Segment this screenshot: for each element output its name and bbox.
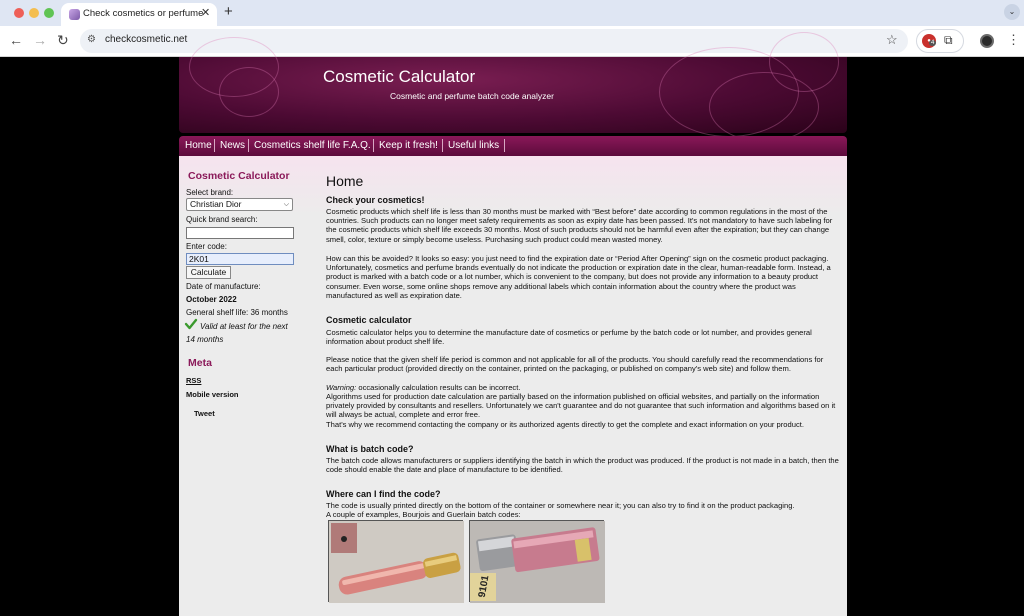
mobile-version-link[interactable]: Mobile version: [186, 390, 239, 399]
site-subtitle: Cosmetic and perfume batch code analyzer: [390, 91, 554, 101]
new-tab-icon[interactable]: +: [224, 3, 233, 20]
tab-search-icon[interactable]: ⌄: [1004, 4, 1020, 20]
extensions-group: [916, 29, 964, 53]
header-swirl-decoration: [219, 67, 279, 117]
maximize-window-button[interactable]: [44, 8, 54, 18]
bourjois-batch-code-photo[interactable]: [328, 520, 463, 602]
section-heading: Cosmetic calculator: [326, 315, 412, 325]
rss-link[interactable]: RSS: [186, 376, 202, 385]
paragraph: A couple of examples, Bourjois and Guerlain batch codes:: [326, 510, 521, 519]
page-title: Home: [326, 173, 364, 189]
nav-divider: [214, 139, 215, 152]
meta-title: Meta: [188, 357, 212, 369]
manufacture-date-value: October 2022: [186, 295, 237, 304]
site-header: [179, 57, 847, 133]
browser-toolbar: [0, 26, 1024, 57]
minimize-window-button[interactable]: [29, 8, 39, 18]
tweet-button[interactable]: Tweet: [194, 409, 215, 418]
web-page: [0, 57, 1024, 606]
site-favicon-icon: [69, 9, 80, 20]
section-heading: Where can I find the code?: [326, 489, 441, 499]
brand-select[interactable]: [186, 198, 293, 211]
nav-divider: [373, 139, 374, 152]
warning-text: occasionally calculation results can be incorrect.: [356, 383, 521, 392]
nav-divider: [442, 139, 443, 152]
bookmark-star-icon[interactable]: ☆: [886, 32, 898, 47]
browser-tab-bar: [0, 0, 1024, 26]
select-brand-label: Select brand:: [186, 188, 234, 197]
tab-close-icon[interactable]: ✕: [201, 7, 211, 19]
photo-batch-code: 9101: [476, 574, 492, 599]
brand-search-input[interactable]: [186, 227, 294, 239]
paragraph: Cosmetic products which shelf life is less than 30 months must be marked with “Best before” date according to common regulations in the most of the countries. Such products can no longer meet safety requirements as soon as expiry date has been passed. It's not mandatory to have such labeling for the cosmetic products which shelf life exceeds 30 months. Most of such products should not be harmful even after the expiration; but they can change smell, color, texture or simply become useless. Purchasing such product could mean wasted money.: [326, 207, 833, 244]
lipgloss-tube-image: [329, 521, 464, 603]
quick-search-label: Quick brand search:: [186, 215, 258, 224]
page-content: [179, 156, 847, 616]
sidebar-title: Cosmetic Calculator: [188, 170, 290, 182]
shelf-life-text: General shelf life: 36 months: [186, 308, 288, 317]
nav-divider: [248, 139, 249, 152]
forward-icon[interactable]: →: [33, 32, 47, 48]
enter-code-label: Enter code:: [186, 242, 227, 251]
reload-icon[interactable]: ↻: [57, 32, 69, 48]
nav-news[interactable]: News: [220, 140, 246, 151]
paragraph: How can this be avoided? It looks so easy: you just need to find the expiration date or “Period After Opening” sign on the cosmetic product packaging. Unfortunately, cosmetics and perfume brands eventually do not indicate the production or expiration date in the clear, human-readable form. Instead, a product is marked with a batch code or a lot number, which is convenient to the company, but does not provide any information to a beauty product consumer. Even worse, some online shops remove any additional labels which contain information about the country where the product was manufactured as well as expiration date.: [326, 254, 831, 300]
paragraph: Algorithms used for production date calculation are partially based on the information published on official websites, and partially on the information privately provided by consultants and resellers. Unfortunately we can't guarantee and do not guarantee that such information and algorithms based on it will always be actual, complete and error free.: [326, 392, 836, 420]
section-heading: What is batch code?: [326, 444, 414, 454]
paragraph: The batch code allows manufacturers or suppliers identifying the batch in which the product was produced. If the product is not made in a batch, then the code should enable the date and place of manufacture to be identified.: [326, 456, 839, 475]
paragraph: That's why we recommend contacting the company or its authorized agents directly to get the complete and exact information on your product.: [326, 420, 804, 429]
nav-useful-links[interactable]: Useful links: [448, 140, 500, 151]
calculate-button[interactable]: Calculate: [186, 266, 231, 279]
batch-code-input[interactable]: 2K01: [186, 253, 294, 265]
paragraph: Cosmetic calculator helps you to determine the manufacture date of cosmetics or perfume by the batch code or lot number, and provides general information about product shelf life.: [326, 328, 812, 347]
lipstick-tube-image: [470, 521, 605, 603]
nav-faq[interactable]: Cosmetics shelf life F.A.Q.: [254, 140, 371, 151]
validity-text: Valid at least for the next 14 months: [186, 322, 288, 344]
paragraph: The code is usually printed directly on the bottom of the container or somewhere near it; you can also try to find it on the product packaging.: [326, 501, 795, 510]
date-of-manufacture-label: Date of manufacture:: [186, 282, 261, 291]
puzzle-icon[interactable]: ⧉: [944, 33, 953, 47]
site-title[interactable]: Cosmetic Calculator: [323, 67, 476, 86]
browser-tab[interactable]: [61, 3, 217, 26]
menu-kebab-icon[interactable]: ⋮: [1007, 32, 1020, 47]
section-heading: Check your cosmetics!: [326, 195, 425, 205]
url-text: checkcosmetic.net: [105, 34, 188, 45]
back-icon[interactable]: ←: [9, 32, 23, 48]
site-info-icon[interactable]: ⚙: [87, 34, 96, 45]
header-swirl-decoration: [769, 32, 839, 92]
close-window-button[interactable]: [14, 8, 24, 18]
chevron-down-icon: ⌵: [283, 201, 289, 208]
extension-badge: 4: [931, 40, 935, 46]
warning-label: Warning:: [326, 383, 357, 392]
guerlain-batch-code-photo[interactable]: [469, 520, 604, 602]
profile-avatar[interactable]: [980, 34, 994, 48]
tab-title: Check cosmetics or perfume: [83, 8, 204, 19]
nav-home[interactable]: Home: [185, 140, 212, 151]
nav-keep-fresh[interactable]: Keep it fresh!: [379, 140, 438, 151]
brand-select-value: Christian Dior: [190, 199, 242, 209]
paragraph: Please notice that the given shelf life period is common and not applicable for all of the products. You should carefully read the recommendations for each particular product (provided directly on the container, printed on the packaging, or published on company's web site) and follow them.: [326, 355, 824, 374]
warning-paragraph: [326, 383, 841, 392]
main-nav: [179, 136, 847, 156]
nav-divider: [504, 139, 505, 152]
